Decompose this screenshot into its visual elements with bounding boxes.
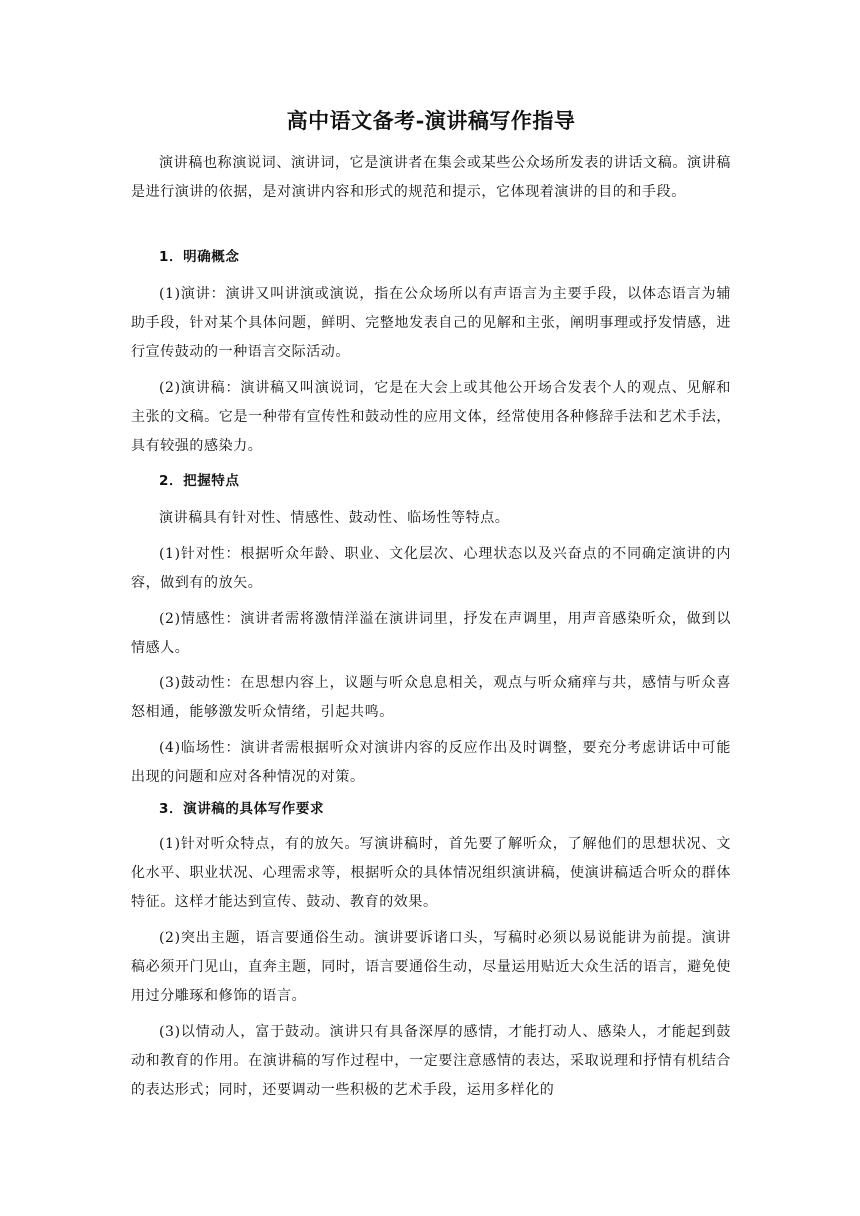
document-title: 高中语文备考-演讲稿写作指导: [286, 108, 576, 133]
section2-paragraph-3: (3)鼓动性：在思想内容上，议题与听众息息相关，观点与听众痛痒与共，感情与听众喜怒相通，能够激发听众情绪，引起共鸣。: [131, 675, 731, 720]
section2-heading: 2．把握特点: [159, 473, 240, 489]
intro-paragraph: 演讲稿也称演说词、演讲词，它是演讲者在集会或某些公众场所发表的讲话文稿。演讲稿是进行演讲的依据，是对演讲内容和形式的规范和提示，它体现着演讲的目的和手段。: [131, 155, 731, 200]
section3-paragraph-3: (3)以情动人，富于鼓动。演讲只有具备深厚的感情，才能打动人、感染人，才能起到鼓动和教育的作用。在演讲稿的写作过程中，一定要注意感情的表达，采取说理和抒情有机结合的表达形式；同时，还要调动一些积极的艺术手段，运用多样化的: [131, 1024, 731, 1098]
section1-paragraph-2: (2)演讲稿：演讲稿又叫演说词，它是在大会上或其他公开场合发表个人的观点、见解和主张的文稿。它是一种带有宣传性和鼓动性的应用文体，经常使用各种修辞手法和艺术手法，具有较强的感染力。: [131, 380, 731, 454]
section2-paragraph-4: (4)临场性：演讲者需根据听众对演讲内容的反应作出及时调整，要充分考虑讲话中可能出现的问题和应对各种情况的对策。: [131, 740, 731, 785]
section3-paragraph-2: (2)突出主题，语言要通俗生动。演讲要诉诸口头，写稿时必须以易说能讲为前提。演讲稿必须开门见山，直奔主题，同时，语言要通俗生动，尽量运用贴近大众生活的语言，避免使用过分雕琢和修饰的语言。: [131, 930, 731, 1004]
section2-paragraph-1: (1)针对性：根据听众年龄、职业、文化层次、心理状态以及兴奋点的不同确定演讲的内容，做到有的放矢。: [131, 546, 731, 591]
section2-paragraph-2: (2)情感性：演讲者需将激情洋溢在演讲词里，抒发在声调里，用声音感染听众，做到以情感人。: [131, 611, 731, 656]
section1-heading: 1．明确概念: [159, 249, 240, 265]
section1-paragraph-1: (1)演讲：演讲又叫讲演或演说，指在公众场所以有声语言为主要手段，以体态语言为辅助手段，针对某个具体问题，鲜明、完整地发表自己的见解和主张，阐明事理或抒发情感，进行宣传鼓动的一种语言交际活动。: [131, 286, 731, 360]
section3-paragraph-1: (1)针对听众特点，有的放矢。写演讲稿时，首先要了解听众，了解他们的思想状况、文化水平、职业状况、心理需求等，根据听众的具体情况组织演讲稿，使演讲稿适合听众的群体特征。这样才能达到宣传、鼓动、教育的效果。: [131, 836, 731, 910]
section2-lead: 演讲稿具有针对性、情感性、鼓动性、临场性等特点。: [159, 510, 510, 526]
section3-heading: 3．演讲稿的具体写作要求: [159, 801, 325, 817]
